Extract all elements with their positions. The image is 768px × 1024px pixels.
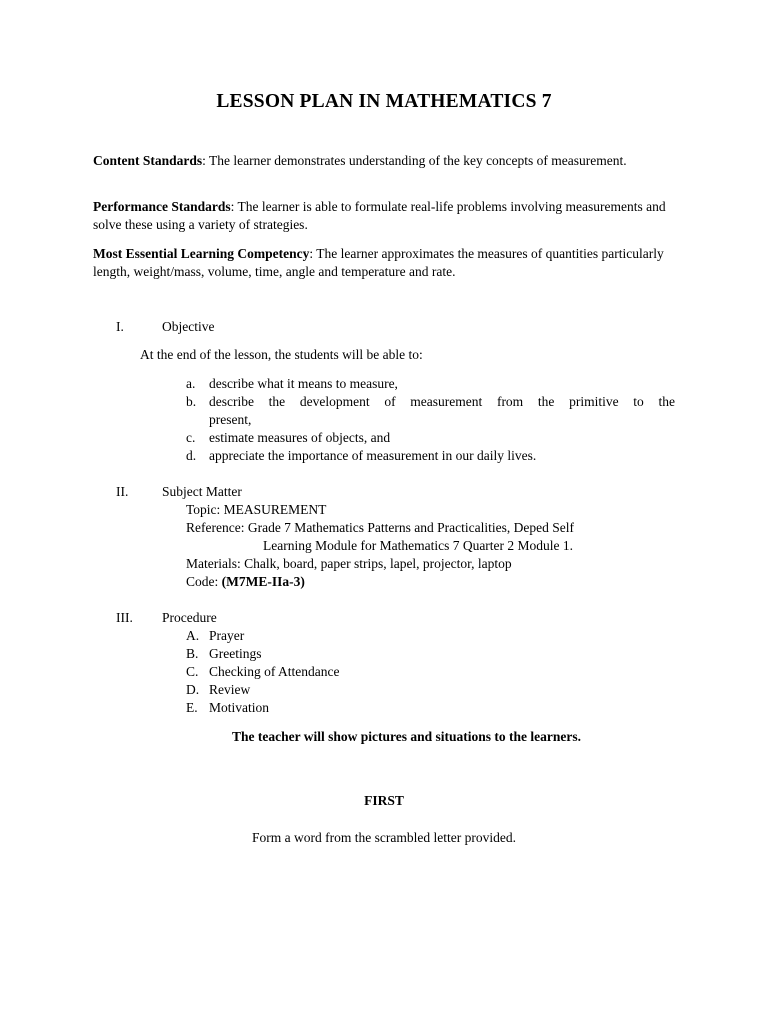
code-label: Code: bbox=[186, 574, 222, 589]
melc-label: Most Essential Learning Competency bbox=[93, 246, 310, 261]
procedure-item: Prayer bbox=[209, 628, 245, 643]
objective-item: appreciate the importance of measurement in our daily lives. bbox=[209, 448, 537, 463]
performance-standards-text: : The learner is able to formulate real-life problems involving measurements and solve these using a variety of strategies. bbox=[93, 199, 666, 232]
procedure-letter: A. bbox=[186, 628, 200, 643]
procedure-letter: D. bbox=[186, 682, 200, 697]
procedure-heading: Procedure bbox=[162, 610, 217, 625]
performance-standards bbox=[93, 198, 673, 234]
objective-item: describe the development of measurement from the primitive to the bbox=[209, 394, 675, 409]
performance-standards-label: Performance Standards bbox=[93, 199, 231, 214]
objective-letter: d. bbox=[186, 448, 197, 463]
content-standards-label: Content Standards bbox=[93, 153, 203, 168]
reference: Reference: Grade 7 Mathematics Patterns and Practicalities, Deped Self bbox=[186, 520, 574, 535]
objective-letter: b. bbox=[186, 394, 197, 409]
objective-numeral: I. bbox=[116, 319, 124, 334]
objective-heading: Objective bbox=[162, 319, 215, 334]
first-instruction: Form a word from the scrambled letter provided. bbox=[252, 830, 516, 845]
procedure-item: Greetings bbox=[209, 646, 262, 661]
melc bbox=[93, 245, 673, 281]
objective-letter: a. bbox=[186, 376, 196, 391]
procedure-item: Review bbox=[209, 682, 251, 697]
reference-continuation: Learning Module for Mathematics 7 Quarter 2 Module 1. bbox=[263, 538, 574, 553]
code-value: (M7ME-IIa-3) bbox=[221, 574, 305, 589]
procedure-letter: E. bbox=[186, 700, 198, 715]
materials: Materials: Chalk, board, paper strips, lapel, projector, laptop bbox=[186, 556, 512, 571]
page-title: LESSON PLAN IN MATHEMATICS 7 bbox=[216, 91, 552, 112]
subject-matter-numeral: II. bbox=[116, 484, 129, 499]
objective-letter: c. bbox=[186, 430, 196, 445]
objective-item-continuation: present, bbox=[209, 412, 252, 427]
content-standards-text: : The learner demonstrates understanding of the key concepts of measurement. bbox=[202, 153, 627, 168]
procedure-item: Checking of Attendance bbox=[209, 664, 340, 679]
procedure-letter: B. bbox=[186, 646, 199, 661]
objective-item: estimate measures of objects, and bbox=[209, 430, 391, 445]
subject-matter-heading: Subject Matter bbox=[162, 484, 242, 499]
objective-intro: At the end of the lesson, the students will be able to: bbox=[140, 347, 423, 362]
topic: Topic: MEASUREMENT bbox=[186, 502, 327, 517]
procedure-item: Motivation bbox=[209, 700, 269, 715]
first-heading: FIRST bbox=[364, 793, 404, 808]
melc-text: : The learner approximates the measures of quantities particularly length, weight/mass, volume, time, angle and temperature and rate. bbox=[93, 246, 664, 279]
content-standards bbox=[93, 152, 673, 170]
teacher-note: The teacher will show pictures and situations to the learners. bbox=[232, 729, 581, 744]
code bbox=[186, 573, 305, 591]
procedure-letter: C. bbox=[186, 664, 199, 679]
procedure-numeral: III. bbox=[116, 610, 133, 625]
objective-item: describe what it means to measure, bbox=[209, 376, 398, 391]
